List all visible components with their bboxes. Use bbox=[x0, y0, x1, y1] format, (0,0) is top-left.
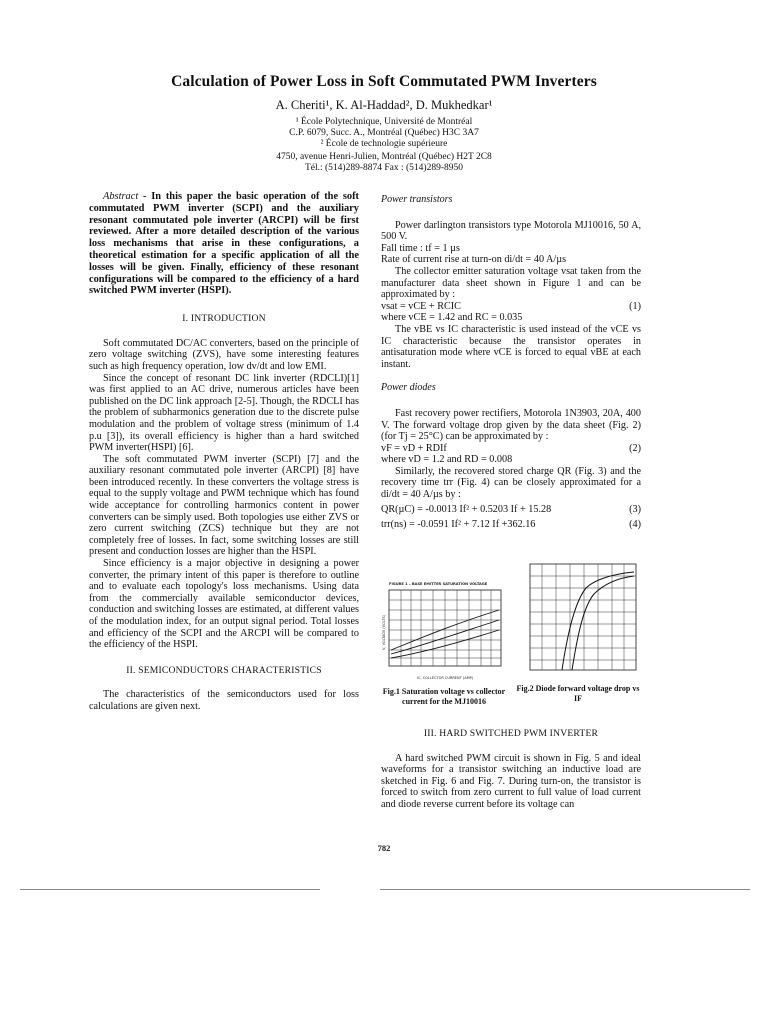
author-list: A. Cheriti¹, K. Al-Haddad², D. Mukhedkar¹ bbox=[275, 98, 493, 112]
current-rise: Rate of current rise at turn-on di/dt = 40 A/µs bbox=[381, 254, 567, 266]
paragraph: Power darlington transistors type Motorola MJ10016, 50 A, 500 V. bbox=[381, 219, 641, 243]
affiliation-line: C.P. 6079, Succ. A., Montréal (Québec) H3C 3A7 bbox=[289, 128, 479, 138]
paragraph: The collector emitter saturation voltage vsat taken from the manufacturer data sheet shown in Figure 1 and can be approximated by : bbox=[381, 265, 641, 301]
abstract bbox=[89, 191, 359, 297]
contact-line: Tél.: (514)289-8874 Fax : (514)289-8950 bbox=[304, 163, 464, 173]
equation-text: vF = vD + RDIf bbox=[381, 442, 447, 454]
equation-1 bbox=[381, 301, 641, 313]
subsection-heading: Power transistors bbox=[381, 194, 453, 205]
section-heading: III. HARD SWITCHED PWM INVERTER bbox=[423, 728, 599, 739]
affiliation-line: ¹ École Polytechnique, Université de Montréal bbox=[295, 117, 473, 127]
paragraph: Similarly, the recovered stored charge QR (Fig. 3) and the recovery time trr (Fig. 4) can be closely approximated for a di/dt = 40 A/µs by : bbox=[381, 465, 641, 501]
equation-4 bbox=[381, 519, 641, 531]
abstract-lead: Abstract bbox=[103, 191, 139, 202]
figure-1 bbox=[381, 580, 507, 684]
paragraph: Soft commutated DC/AC converters, based on the principle of zero voltage switching (ZVS), have some interesting features such as high frequency operation, low dv/dt and low EMI. bbox=[89, 337, 359, 372]
figure-2 bbox=[522, 560, 640, 680]
paragraph: Since efficiency is a major objective in designing a power converter, the primary intent of this paper is therefore to outline and to evaluate each topology's loss mechanisms. Using data from the commercially available semiconductor devices, conduction and switching losses are estimated, at different values of the modulation index, for an output signal period. Total losses and efficiency of the SCPI and the ARCPI will be compared to the efficiency of the HSPI. bbox=[89, 558, 359, 651]
equation-2 bbox=[381, 443, 641, 455]
equation-text: vsat = vCE + RCIC bbox=[381, 300, 461, 312]
paragraph: A hard switched PWM circuit is shown in Fig. 5 and ideal waveforms for a transistor switching an inductive load are sketched in Fig. 6 and Fig. 7. During turn-on, the transistor is forced to switch from zero current to full value of load current and diode reverse current before its voltage can bbox=[381, 752, 641, 810]
section-heading: II. SEMICONDUCTORS CHARACTERISTICS bbox=[126, 664, 322, 676]
equation-text: QR(µC) = -0.0013 If² + 0.5203 If + 15.28 bbox=[381, 503, 552, 515]
paragraph: Fast recovery power rectifiers, Motorola 1N3903, 20A, 400 V. The forward voltage drop given by the data sheet (Fig. 2) (for Tj = 25°C) can be approximated by : bbox=[381, 407, 641, 443]
scan-rule bbox=[20, 889, 320, 890]
figure-1-x-label: IC, COLLECTOR CURRENT (AMP) bbox=[417, 676, 474, 680]
page-number: 782 bbox=[377, 843, 391, 853]
equation-number: (2) bbox=[629, 442, 641, 454]
right-column-upper bbox=[381, 194, 641, 531]
equation-number: (4) bbox=[629, 519, 641, 531]
right-column-lower bbox=[381, 728, 641, 811]
equation-where: where vD = 1.2 and RD = 0.008 bbox=[381, 454, 513, 466]
equation-number: (3) bbox=[629, 503, 641, 515]
equation-text: trr(ns) = -0.0591 If² + 7.12 If +362.16 bbox=[381, 519, 536, 531]
equation-number: (1) bbox=[629, 300, 641, 312]
figure-1-y-label: V, VOLTAGE (VOLTS) bbox=[382, 614, 386, 650]
abstract-text: - In this paper the basic operation of the soft commutated PWM inverter (SCPI) and the auxiliary resonant commutated pole inverter (ARCPI) will be first reviewed. After a more detailed description of the various loss mechanisms that arise in these configurations, a theoretical estimation for a specific application of all the losses will be given. Finally, efficiency of these resonant configurations will be compared to the efficiency of a hard switched PWM inverter (HSPI). bbox=[89, 191, 359, 297]
left-column bbox=[89, 191, 359, 713]
subsection-heading: Power diodes bbox=[381, 382, 436, 394]
affiliation-line: 4750, avenue Henri-Julien, Montréal (Québec) H2T 2C8 bbox=[276, 152, 492, 162]
paragraph: Since the concept of resonant DC link inverter (RDCLI)[1] was first applied to an AC drive, numerous articles have been published on the DC link approach [2-5]. Though, the RDCLI has the problem of subharmonics generation due to the discrete pulse modulation and the problem of voltage stress (minimum of 1.4 p.u [3]), its overall efficiency is higher than a hard switched PWM inverter(HSPI) [6]. bbox=[89, 372, 359, 454]
section-heading: I. INTRODUCTION bbox=[182, 313, 266, 325]
equation-3 bbox=[381, 504, 641, 516]
figure-2-curve bbox=[572, 576, 634, 670]
fall-time: Fall time : tf = 1 µs bbox=[381, 242, 460, 254]
figure-1-title: FIGURE 1 – BASE EMITTER SATURATION VOLTAGE bbox=[389, 582, 488, 586]
paragraph: The soft commutated PWM inverter (SCPI) [7] and the auxiliary resonant commutated pole inverter (ARCPI) [8] have been introduced recently. In these converters the voltage stress is equal to the supply voltage and PWM technique which has found wide acceptance for controlling harmonics content in power converters can be simply used. Both topologies use either ZVS or zero current switching (ZCS) technique but they are not completely free of losses. In fact, some switching losses are still present and conduction losses are higher than the HSPI. bbox=[89, 453, 359, 558]
figure-1-caption: Fig.1 Saturation voltage vs collector current for the MJ10016 bbox=[382, 687, 506, 706]
paragraph: The vBE vs IC characteristic is used instead of the vCE vs IC characteristic because the transistor operates in antisaturation mode where vCE is forced to equal vBE at each instant. bbox=[381, 323, 641, 370]
figure-1-grid bbox=[389, 590, 501, 666]
figure-2-plot bbox=[522, 560, 640, 680]
figure-2-caption: Fig.2 Diode forward voltage drop vs IF bbox=[516, 684, 640, 703]
affiliation-line: ² École de technologie supérieure bbox=[320, 139, 448, 149]
equation-where: where vCE = 1.42 and RC = 0.035 bbox=[381, 312, 523, 324]
scan-rule bbox=[380, 889, 750, 890]
paragraph: The characteristics of the semiconductors used for loss calculations are given next. bbox=[89, 689, 359, 712]
paper-title: Calculation of Power Loss in Soft Commutated PWM Inverters bbox=[171, 73, 597, 90]
figure-1-plot bbox=[381, 580, 507, 684]
